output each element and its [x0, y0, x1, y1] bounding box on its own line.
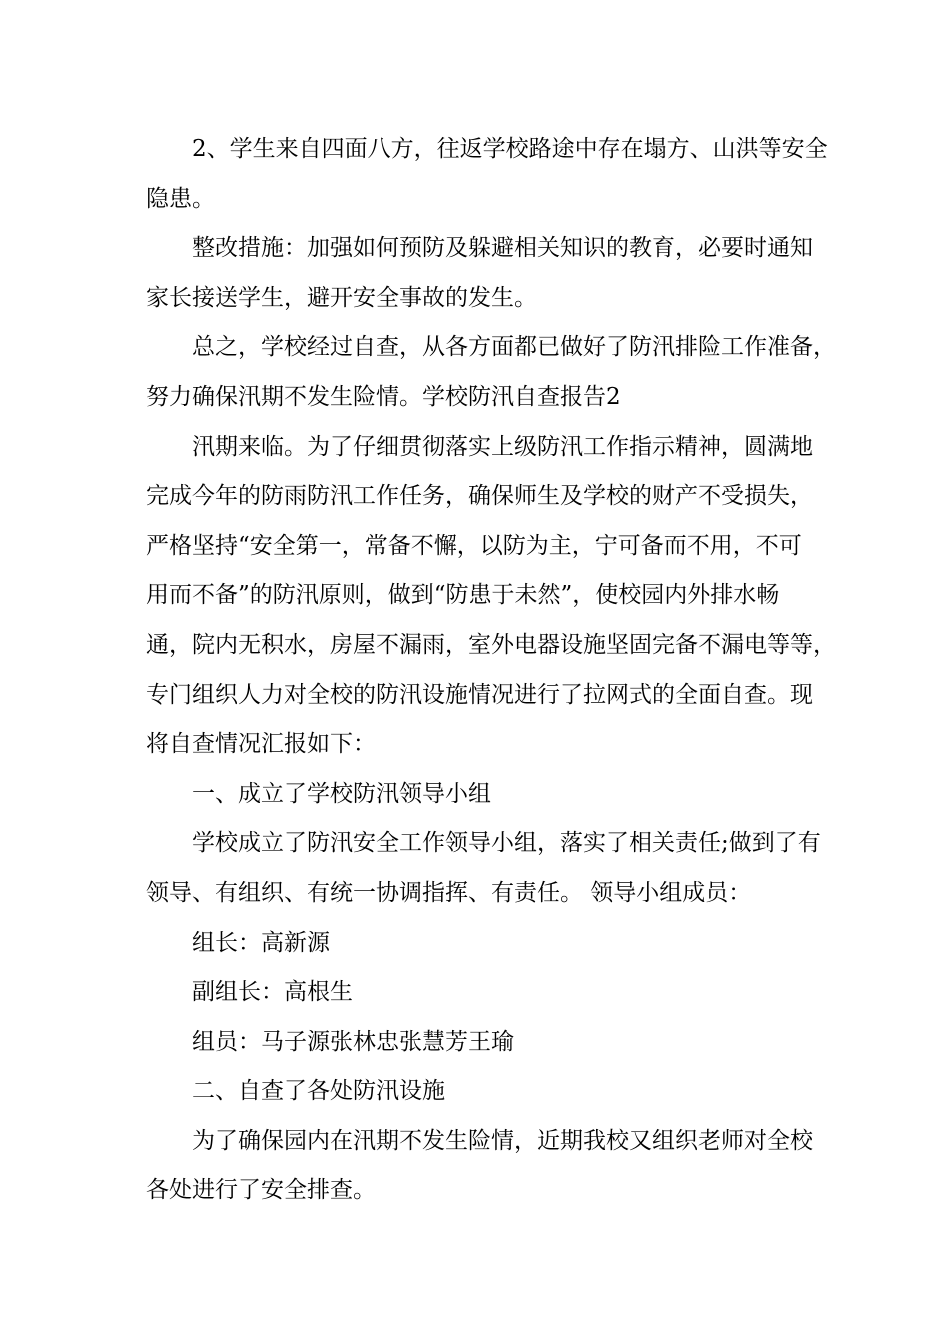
text-line: 将自查情况汇报如下：	[146, 731, 376, 758]
text-line: 家长接送学生，避开安全事故的发生。	[146, 284, 537, 311]
text-line: 严格坚持“安全第一，常备不懈，以防为主，宁可备而不用，不可	[146, 532, 802, 559]
text-line: 用而不备”的防汛原则，做到“防患于未然”，使校园内外排水畅	[146, 582, 780, 609]
text-line: 组长：高新源	[192, 929, 330, 956]
text-line: 组员：马子源张林忠张慧芳王瑜	[192, 1028, 514, 1055]
text-line: 总之，学校经过自查，从各方面都已做好了防汛排险工作准备，	[192, 334, 836, 361]
text-line: 通，院内无积水，房屋不漏雨，室外电器设施坚固完备不漏电等等，	[146, 631, 836, 658]
text-line: 努力确保汛期不发生险情。学校防汛自查报告2	[146, 383, 621, 410]
text-line: 整改措施：加强如何预防及躲避相关知识的教育，必要时通知	[192, 235, 813, 262]
text-line: 各处进行了安全排查。	[146, 1177, 376, 1204]
section-heading: 二、自查了各处防汛设施	[192, 1078, 445, 1105]
text-line: 副组长：高根生	[192, 979, 353, 1006]
text-line: 学校成立了防汛安全工作领导小组，落实了相关责任;做到了有	[192, 830, 821, 857]
section-heading: 一、成立了学校防汛领导小组	[192, 780, 491, 807]
text-line: 汛期来临。为了仔细贯彻落实上级防汛工作指示精神，圆满地	[192, 433, 813, 460]
text-line: 隐患。	[146, 185, 215, 212]
text-line: 2、学生来自四面八方，往返学校路途中存在塌方、山洪等安全	[192, 136, 828, 162]
text-line: 为了确保园内在汛期不发生险情，近期我校又组织老师对全校	[192, 1127, 813, 1154]
text-line: 专门组织人力对全校的防汛设施情况进行了拉网式的全面自查。现	[146, 681, 813, 708]
text-line: 领导、有组织、有统一协调指挥、有责任。 领导小组成员：	[146, 879, 752, 906]
text-line: 完成今年的防雨防汛工作任务，确保师生及学校的财产不受损失，	[146, 483, 813, 510]
document-body	[146, 130, 836, 1221]
